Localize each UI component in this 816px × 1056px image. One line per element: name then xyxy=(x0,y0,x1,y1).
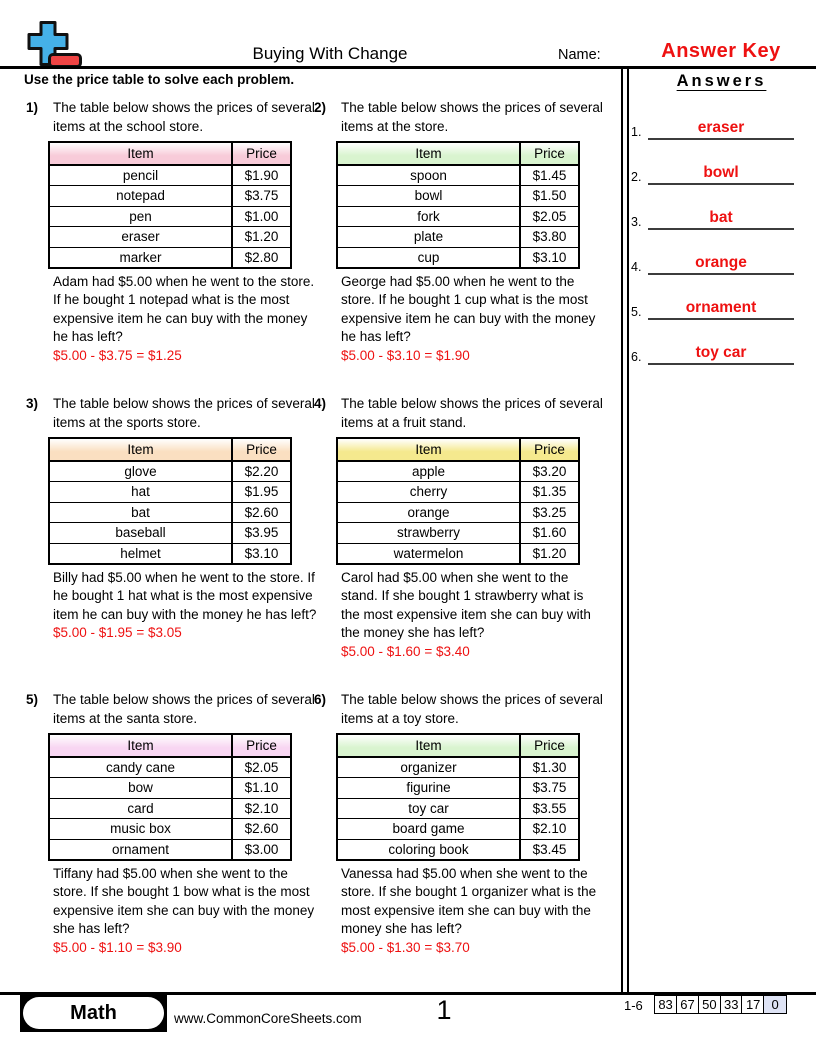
problem-intro: The table below shows the prices of several items at the store. xyxy=(341,100,603,134)
price-cell: $3.10 xyxy=(520,247,579,268)
subject-label: Math xyxy=(23,997,164,1029)
table-header-price: Price xyxy=(520,142,579,165)
price-row xyxy=(49,461,291,482)
problem-number: 6) xyxy=(314,692,327,707)
item-cell: board game xyxy=(337,819,520,840)
item-cell: spoon xyxy=(337,165,520,186)
answer-work: $5.00 - $1.95 = $3.05 xyxy=(53,625,182,640)
price-row xyxy=(49,186,291,207)
item-cell: watermelon xyxy=(337,543,520,564)
score-box: 83 xyxy=(654,995,678,1014)
price-row xyxy=(337,186,579,207)
price-row xyxy=(49,227,291,248)
item-cell: figurine xyxy=(337,778,520,799)
answer-work: $5.00 - $3.10 = $1.90 xyxy=(341,347,470,363)
price-cell: $2.60 xyxy=(232,502,291,523)
item-cell: bow xyxy=(49,778,232,799)
item-cell: baseball xyxy=(49,523,232,544)
item-cell: eraser xyxy=(49,227,232,248)
answer-work: $5.00 - $1.10 = $3.90 xyxy=(53,939,182,955)
item-cell: pen xyxy=(49,206,232,227)
price-row xyxy=(49,502,291,523)
answer-item xyxy=(631,299,812,320)
price-cell: $1.50 xyxy=(520,186,579,207)
item-cell: helmet xyxy=(49,543,232,564)
price-row xyxy=(49,247,291,268)
price-row xyxy=(337,247,579,268)
price-table-header-row xyxy=(337,142,579,165)
price-row xyxy=(49,819,291,840)
price-row xyxy=(337,482,579,503)
answer-number: 1. xyxy=(631,125,642,139)
price-cell: $3.80 xyxy=(520,227,579,248)
header-divider xyxy=(0,66,816,69)
answer-number: 3. xyxy=(631,215,642,229)
price-cell: $3.20 xyxy=(520,461,579,482)
problem-body xyxy=(341,691,605,955)
price-cell: $1.95 xyxy=(232,482,291,503)
answer-value: bowl xyxy=(648,164,794,185)
price-table xyxy=(48,733,292,861)
price-row xyxy=(49,757,291,778)
price-row xyxy=(337,819,579,840)
price-cell: $1.45 xyxy=(520,165,579,186)
answers-divider xyxy=(621,68,629,993)
price-row xyxy=(337,502,579,523)
problem xyxy=(24,691,315,987)
instruction-text: Use the price table to solve each problem. xyxy=(24,72,295,87)
price-table-header-row xyxy=(49,734,291,757)
price-table-header-row xyxy=(337,734,579,757)
price-table xyxy=(336,141,580,269)
price-cell: $3.25 xyxy=(520,502,579,523)
name-label: Name: xyxy=(558,47,601,63)
price-row xyxy=(49,839,291,860)
problem xyxy=(24,395,317,691)
answer-work: $5.00 - $1.60 = $3.40 xyxy=(341,643,470,659)
item-cell: bat xyxy=(49,502,232,523)
item-cell: apple xyxy=(337,461,520,482)
problem xyxy=(312,99,606,395)
price-cell: $3.75 xyxy=(232,186,291,207)
price-cell: $2.10 xyxy=(520,819,579,840)
score-box: 0 xyxy=(763,995,787,1014)
price-cell: $2.80 xyxy=(232,247,291,268)
price-row xyxy=(49,543,291,564)
answers-list xyxy=(631,119,812,365)
price-row xyxy=(337,778,579,799)
price-table-header-row xyxy=(49,438,291,461)
answer-item xyxy=(631,164,812,185)
subject-badge xyxy=(20,994,167,1032)
price-row xyxy=(49,165,291,186)
score-strip xyxy=(624,995,787,1014)
price-table xyxy=(48,141,292,269)
price-row xyxy=(49,778,291,799)
item-cell: glove xyxy=(49,461,232,482)
score-box: 67 xyxy=(676,995,700,1014)
problem-intro: The table below shows the prices of several items at a fruit stand. xyxy=(341,396,603,430)
table-header-item: Item xyxy=(337,734,520,757)
problem-number: 5) xyxy=(26,692,39,707)
price-table-header-row xyxy=(49,142,291,165)
problem-question: Tiffany had $5.00 when she went to the store. If she bought 1 bow what is the most expensive item she can buy with the money she has left? xyxy=(53,865,315,936)
price-cell: $1.00 xyxy=(232,206,291,227)
price-row xyxy=(337,798,579,819)
problem xyxy=(24,99,315,395)
price-table-header-row xyxy=(337,438,579,461)
item-cell: music box xyxy=(49,819,232,840)
price-row xyxy=(337,523,579,544)
price-cell: $2.60 xyxy=(232,819,291,840)
answer-item xyxy=(631,209,812,230)
problem-question: Carol had $5.00 when she went to the stand. If she bought 1 strawberry what is the most expensive item she can buy with the money she has left? xyxy=(341,569,591,640)
problem-number: 4) xyxy=(314,396,327,411)
problem-question: Adam had $5.00 when he went to the store. If he bought 1 notepad what is the most expensive item he can buy with the money he has left? xyxy=(53,273,315,344)
item-cell: bowl xyxy=(337,186,520,207)
item-cell: ornament xyxy=(49,839,232,860)
price-row xyxy=(49,523,291,544)
price-table xyxy=(336,437,580,565)
problem xyxy=(312,691,606,987)
item-cell: candy cane xyxy=(49,757,232,778)
answer-value: bat xyxy=(648,209,794,230)
price-table xyxy=(336,733,580,861)
answer-item xyxy=(631,344,812,365)
price-row xyxy=(49,798,291,819)
price-cell: $2.10 xyxy=(232,798,291,819)
item-cell: strawberry xyxy=(337,523,520,544)
item-cell: organizer xyxy=(337,757,520,778)
price-row xyxy=(49,482,291,503)
table-header-price: Price xyxy=(520,438,579,461)
price-row xyxy=(337,206,579,227)
item-cell: toy car xyxy=(337,798,520,819)
item-cell: notepad xyxy=(49,186,232,207)
price-cell: $1.10 xyxy=(232,778,291,799)
item-cell: hat xyxy=(49,482,232,503)
problem-number: 3) xyxy=(26,396,39,411)
problem-question: Vanessa had $5.00 when she went to the store. If she bought 1 organizer what is the most expensive item she can buy with the money she has left? xyxy=(341,865,597,936)
answers-title: Answers xyxy=(676,72,767,90)
score-range-label: 1-6 xyxy=(624,997,643,1013)
problem-number: 2) xyxy=(314,100,327,115)
problem-question: Billy had $5.00 when he went to the store. If he bought 1 hat what is the most expensive item he can buy with the money he has left? xyxy=(53,569,317,622)
answer-number: 4. xyxy=(631,260,642,274)
item-cell: fork xyxy=(337,206,520,227)
score-box: 50 xyxy=(698,995,722,1014)
answer-number: 5. xyxy=(631,305,642,319)
answer-value: toy car xyxy=(648,344,794,365)
answer-work: $5.00 - $3.75 = $1.25 xyxy=(53,347,182,363)
table-header-item: Item xyxy=(49,734,232,757)
table-header-item: Item xyxy=(49,142,232,165)
item-cell: cup xyxy=(337,247,520,268)
item-cell: orange xyxy=(337,502,520,523)
price-cell: $3.45 xyxy=(520,839,579,860)
page-title: Buying With Change xyxy=(252,44,408,63)
price-cell: $1.20 xyxy=(232,227,291,248)
price-cell: $1.35 xyxy=(520,482,579,503)
answer-value: ornament xyxy=(648,299,794,320)
score-box: 17 xyxy=(741,995,765,1014)
price-cell: $3.75 xyxy=(520,778,579,799)
price-cell: $2.05 xyxy=(232,757,291,778)
problem-intro: The table below shows the prices of several items at the santa store. xyxy=(53,692,315,726)
item-cell: cherry xyxy=(337,482,520,503)
problem-intro: The table below shows the prices of several items at the sports store. xyxy=(53,396,315,430)
table-header-price: Price xyxy=(232,142,291,165)
score-box: 33 xyxy=(720,995,744,1014)
answer-number: 6. xyxy=(631,350,642,364)
price-table xyxy=(48,437,292,565)
price-cell: $3.00 xyxy=(232,839,291,860)
page-number: 1 xyxy=(436,995,452,1025)
table-header-price: Price xyxy=(520,734,579,757)
price-cell: $3.55 xyxy=(520,798,579,819)
answer-value: eraser xyxy=(648,119,794,140)
item-cell: coloring book xyxy=(337,839,520,860)
price-row xyxy=(337,165,579,186)
price-cell: $3.95 xyxy=(232,523,291,544)
answer-item xyxy=(631,254,812,275)
problems-grid xyxy=(24,99,618,987)
price-cell: $1.20 xyxy=(520,543,579,564)
price-cell: $2.20 xyxy=(232,461,291,482)
problem-question: George had $5.00 when he went to the store. If he bought 1 cup what is the most expensive item he can buy with the money he has left? xyxy=(341,273,596,344)
item-cell: marker xyxy=(49,247,232,268)
price-cell: $2.05 xyxy=(520,206,579,227)
problem-intro: The table below shows the prices of several items at a toy store. xyxy=(341,692,603,726)
price-row xyxy=(337,543,579,564)
item-cell: plate xyxy=(337,227,520,248)
answer-value: orange xyxy=(648,254,794,275)
problem-body xyxy=(341,395,605,659)
answer-item xyxy=(631,119,812,140)
problem-body xyxy=(341,99,605,363)
website-url: www.CommonCoreSheets.com xyxy=(174,1011,362,1026)
problem-intro: The table below shows the prices of several items at the school store. xyxy=(53,100,315,134)
name-value-answer-key: Answer Key xyxy=(661,40,781,62)
table-header-item: Item xyxy=(49,438,232,461)
table-header-price: Price xyxy=(232,438,291,461)
price-cell: $3.10 xyxy=(232,543,291,564)
problem-body xyxy=(53,99,317,363)
price-row xyxy=(337,227,579,248)
answers-column xyxy=(631,72,812,365)
table-header-item: Item xyxy=(337,142,520,165)
score-boxes xyxy=(654,995,787,1014)
answer-work: $5.00 - $1.30 = $3.70 xyxy=(341,939,470,955)
table-header-item: Item xyxy=(337,438,520,461)
price-row xyxy=(337,757,579,778)
item-cell: pencil xyxy=(49,165,232,186)
price-cell: $1.30 xyxy=(520,757,579,778)
item-cell: card xyxy=(49,798,232,819)
price-row xyxy=(49,206,291,227)
problem-number: 1) xyxy=(26,100,39,115)
table-header-price: Price xyxy=(232,734,291,757)
price-row xyxy=(337,461,579,482)
problem xyxy=(312,395,606,691)
problem-body xyxy=(53,691,317,955)
price-row xyxy=(337,839,579,860)
problem-body xyxy=(53,395,317,640)
answer-number: 2. xyxy=(631,170,642,184)
price-cell: $1.60 xyxy=(520,523,579,544)
price-cell: $1.90 xyxy=(232,165,291,186)
